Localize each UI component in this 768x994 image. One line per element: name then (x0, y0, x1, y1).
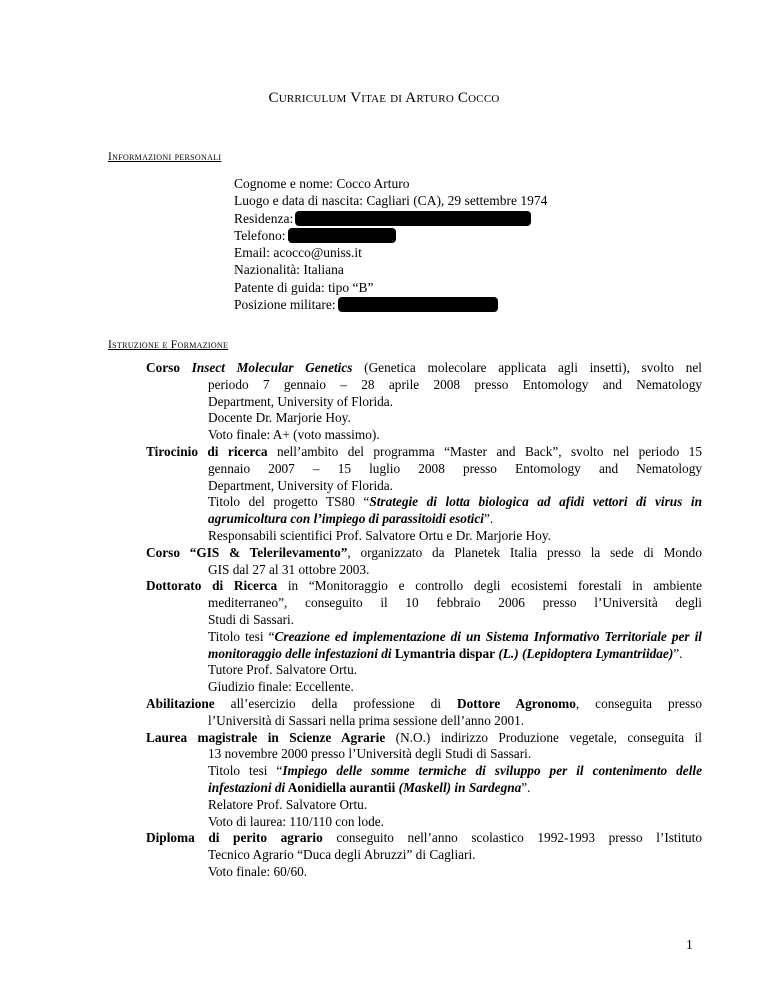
document-title: Curriculum Vitae di Arturo Cocco (268, 90, 500, 106)
education-entry: Corso Insect Molecular Genetics (Genetica molecolare applicata agli insetti), svolto nel periodo 7 gennaio – 28 aprile 2008 presso Entomology and Nematology Department, University of Florida. Docente Dr. Marjorie Hoy. Voto finale: A+ (voto massimo). (146, 360, 702, 443)
personal-phone: Telefono: (234, 227, 547, 244)
redacted-block (295, 211, 531, 226)
education-entry: Diploma di perito agrario conseguito nell’anno scolastico 1992-1993 presso l’Istituto Tecnico Agrario “Duca degli Abruzzi” di Cagliari. Voto finale: 60/60. (146, 830, 703, 879)
personal-military: Posizione militare: (234, 296, 547, 313)
page-number: 1 (686, 937, 693, 952)
redacted-block (288, 228, 396, 243)
education-entry: Dottorato di Ricerca in “Monitoraggio e controllo degli ecosistemi forestali in ambiente mediterraneo”, conseguito il 10 febbraio 2006 presso l’Università degli Studi di Sassari. Titolo tesi “Creazione ed implementazione di un Sistema Informativo Territoriale per il monitoraggio delle infestazioni di Lymantria dispar (L.) (Lepidoptera Lymantriidae)”. Tutore Prof. Salvatore Ortu. Giudizio finale: Eccellente. (146, 578, 702, 695)
personal-email: Email: acocco@uniss.it (234, 245, 362, 261)
redacted-block (338, 297, 498, 312)
section-heading-education: Istruzione e Formazione (108, 339, 229, 351)
education-entry: Laurea magistrale in Scienze Agrarie (N.O.) indirizzo Produzione vegetale, conseguita il 13 novembre 2000 presso l’Università degli Studi di Sassari. Titolo tesi “Impiego delle somme termiche di sviluppo per il contenimento delle infestazioni di Aonidiella aurantii (Maskell) in Sardegna”. Relatore Prof. Salvatore Ortu. Voto di laurea: 110/110 con lode. (146, 729, 702, 829)
education-entry: Abilitazione all’esercizio della professione di Dottore Agronomo, conseguita presso l’Università di Sassari nella prima sessione dell’anno 2001. (146, 695, 702, 728)
personal-name: Cognome e nome: Cocco Arturo (234, 176, 410, 191)
education-list (146, 360, 702, 881)
education-entry: Tirocinio di ricerca nell’ambito del programma “Master and Back”, svolto nel periodo 15 gennaio 2007 – 15 luglio 2008 presso Entomology and Nematology Department, University of Florida. Titolo del progetto TS80 “Strategie di lotta biologica ad afidi vettori di virus in agrumicoltura con l’impiego di parassitoidi esotici”. Responsabili scientifici Prof. Salvatore Ortu e Dr. Marjorie Hoy. (146, 443, 702, 543)
education-entry: Corso “GIS & Telerilevamento”, organizzato da Planetek Italia presso la sede di Mondo GIS dal 27 al 31 ottobre 2003. (146, 544, 702, 577)
personal-birth: Luogo e data di nascita: Cagliari (CA), 29 settembre 1974 (234, 193, 548, 209)
personal-residence: Residenza: (234, 210, 547, 227)
personal-info (234, 175, 547, 313)
personal-nationality: Nazionalità: Italiana (234, 262, 344, 278)
personal-license: Patente di guida: tipo “B” (234, 279, 374, 295)
section-heading-personal: Informazioni personali (108, 151, 222, 163)
